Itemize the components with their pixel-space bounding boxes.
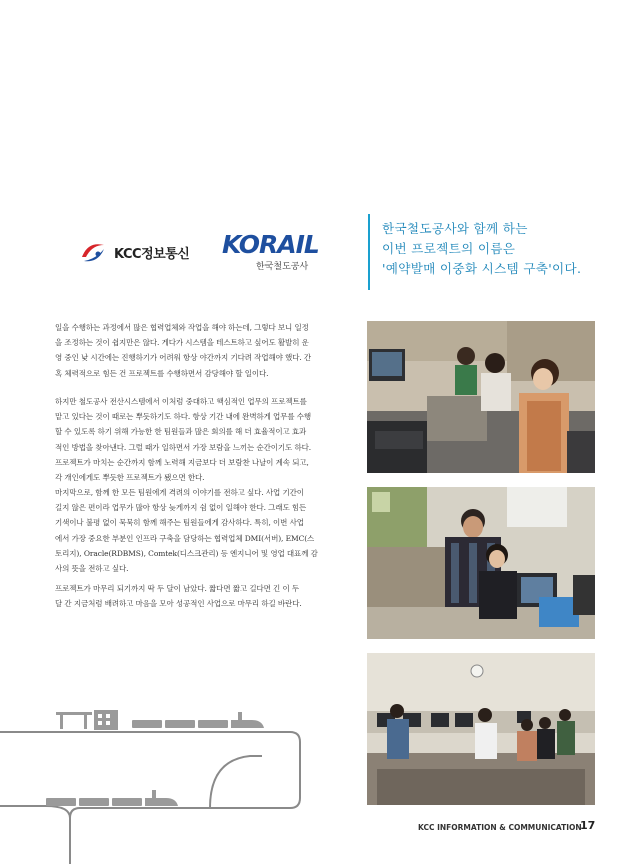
- quote-accent-bar: [368, 214, 370, 290]
- photo-team-women-at-desks: [367, 321, 595, 473]
- text-line: 할 수 있도록 하기 위해 가능한 한 팀원들과 많은 회의를 해 더 효율적이고 효과: [55, 427, 307, 437]
- upper-train-icon: [132, 712, 264, 728]
- text-line: 토리지), Oracle(RDBMS), Comtek(디스크관리) 등 엔지니어 및 영업 대표께 감: [55, 548, 318, 558]
- text-line: 달 간 지금처럼 배려하고 마음을 모아 성공적인 사업으로 마무리 하길 바란다.: [55, 599, 302, 609]
- station-building-icon: [56, 710, 118, 730]
- text-line: 프로젝트가 마치는 순간까지 함께 노력해 지금보다 더 보람찬 나날이 계속 되고,: [55, 457, 309, 467]
- quote-line: '예약발매 이중화 시스템 구축'이다.: [382, 261, 582, 276]
- text-line: 사의 뜻을 전하고 싶다.: [55, 564, 129, 574]
- text-line: 하지만 철도공사 전산시스템에서 이처럼 중대하고 핵심적인 업무의 프로젝트를: [55, 397, 307, 406]
- korail-subtitle: 한국철도공사: [256, 262, 309, 272]
- text-line: 을 조정하는 것이 쉽지만은 않다. 게다가 시스템을 테스트하고 싶어도 활발히 운: [55, 338, 309, 348]
- paragraph-2: [55, 394, 347, 485]
- page-number: 17: [580, 819, 596, 832]
- text-line: 에서 가장 중요한 부분인 인프라 구축을 담당하는 협력업체 DMI(서버), EMC(스: [55, 533, 315, 543]
- text-line: 기색이나 불평 없이 묵묵히 함께 해주는 팀원들에게 감사하다. 특히, 이번 사업: [55, 518, 304, 528]
- photo-man-and-woman-at-computer: [367, 487, 595, 639]
- text-line: 혹 체력적으로 힘든 건 프로젝트를 수행하면서 감당해야 할 일이다.: [55, 368, 269, 378]
- quote-line: 이번 프로젝트의 이름은: [382, 241, 516, 256]
- footer-brand: KCC INFORMATION & COMMUNICATION: [418, 823, 582, 832]
- text-line: 적인 방법을 찾아낸다. 그럴 때가 일하면서 가장 보람을 느끼는 순간이기도 하다.: [55, 442, 312, 452]
- text-line: 마지막으로, 함께 한 모든 팀원에게 격려의 이야기를 전하고 싶다. 사업 기간이: [55, 488, 304, 497]
- text-line: 프로젝트가 마무리 되기까지 딱 두 달이 남았다. 짧다면 짧고 길다면 긴 이 두: [55, 584, 300, 593]
- kcc-logo-text: KCC정보통신: [114, 246, 190, 262]
- text-line: 영 중인 낮 시간에는 진행하기가 어려워 항상 야간까지 기다려 작업해야 했다. 간: [55, 353, 312, 363]
- railway-illustration: [0, 700, 330, 864]
- text-line: 일을 수행하는 과정에서 많은 협력업체와 작업을 해야 하는데, 그렇다 보니 일정: [55, 323, 309, 332]
- lower-train-icon: [46, 790, 178, 806]
- text-line: 각 개인에게도 뿌듯한 프로젝트가 됐으면 한다.: [55, 473, 205, 483]
- text-line: 길지 않은 편이라 업무가 많아 항상 늦게까지 쉼 없이 일해야 한다. 그래도 힘든: [55, 503, 307, 513]
- korail-logo: [222, 232, 342, 276]
- korail-wordmark: KORAIL: [222, 230, 319, 259]
- quote-line: 한국철도공사와 함께 하는: [382, 221, 528, 236]
- paragraph-3: [55, 485, 347, 576]
- photo-group-in-office: [367, 653, 595, 805]
- pull-quote: [382, 219, 632, 279]
- text-line: 맡고 있다는 것이 때로는 뿌듯하기도 하다. 항상 기간 내에 완벽하게 업무를 수행: [55, 412, 312, 422]
- kcc-logo: [78, 236, 208, 268]
- kcc-swirl-icon: [78, 237, 108, 267]
- paragraph-4: [55, 581, 347, 611]
- paragraph-1: [55, 320, 347, 381]
